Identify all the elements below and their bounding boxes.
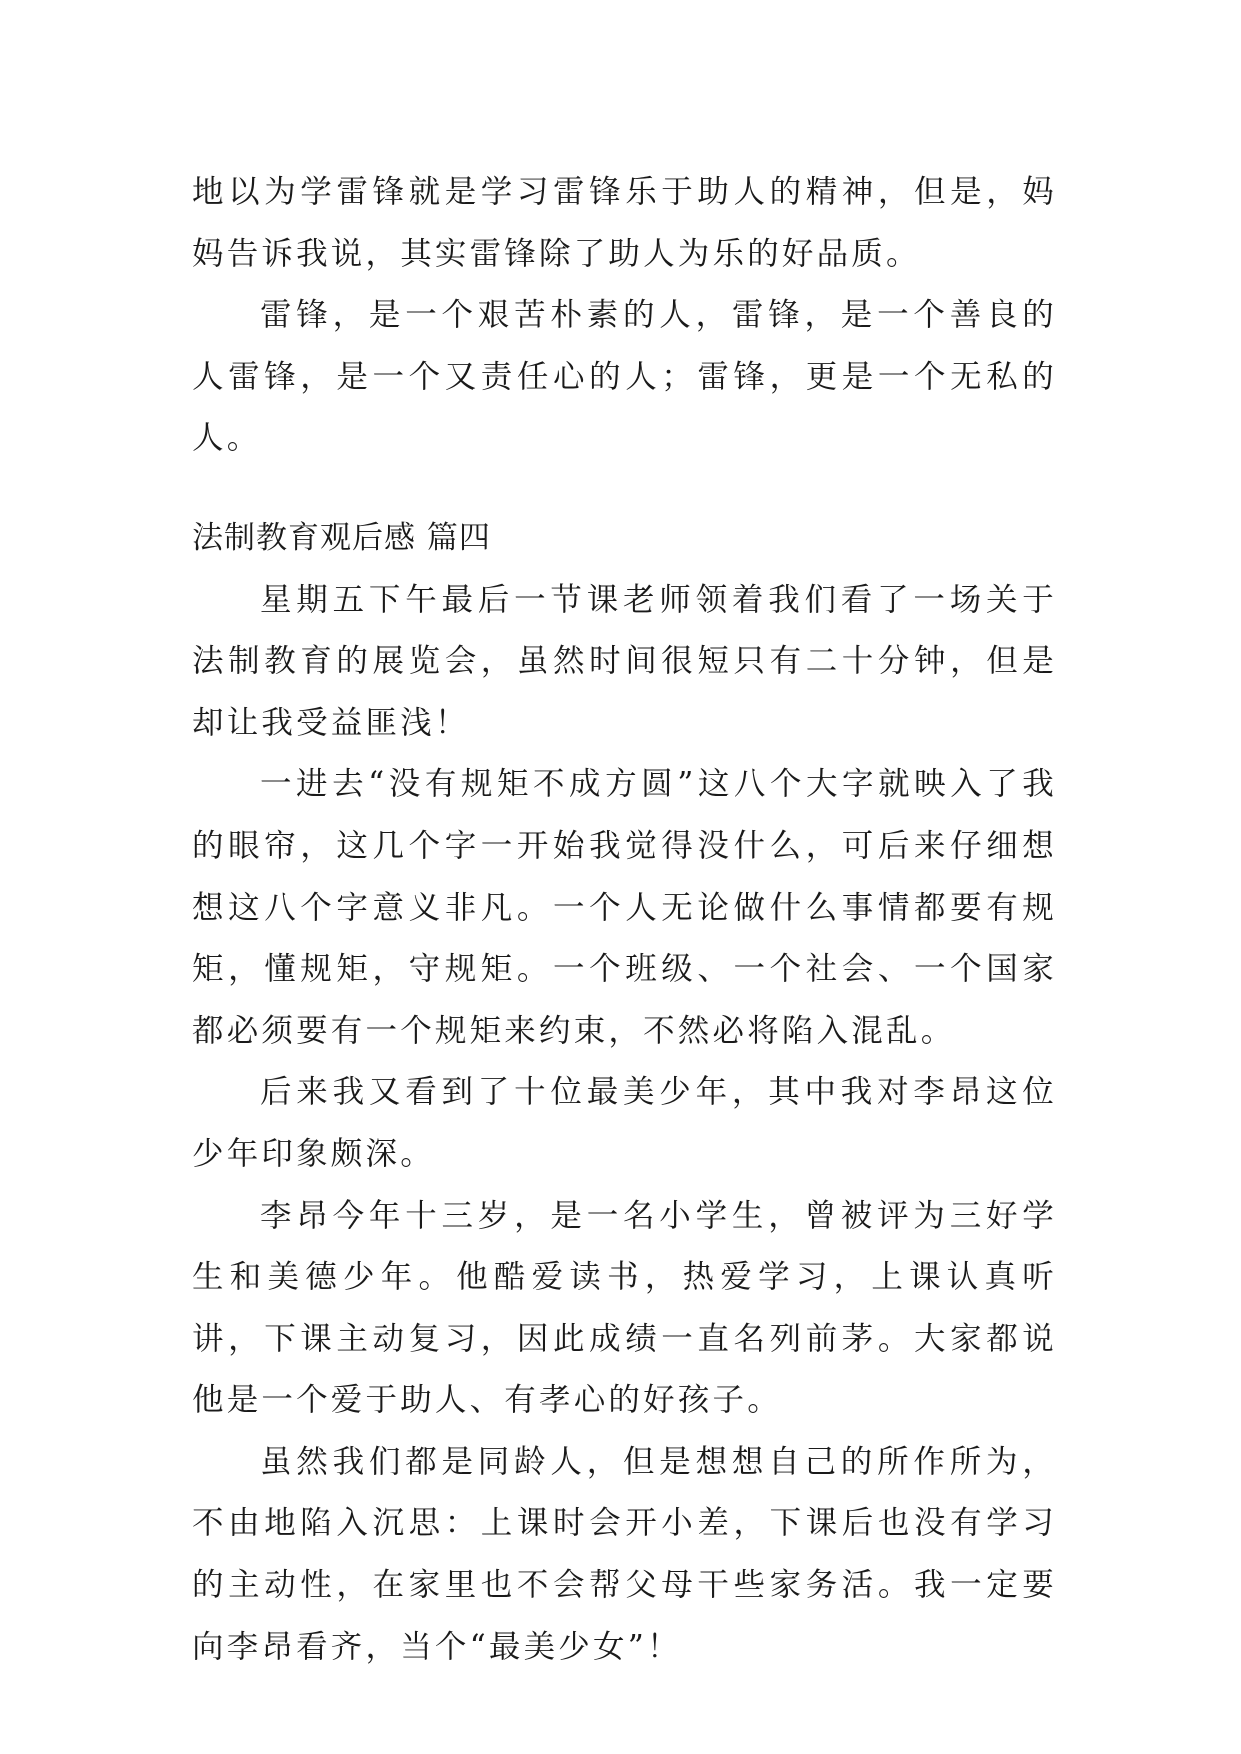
section-paragraph-5: 虽然我们都是同龄人，但是想想自己的所作所为，不由地陷入沉思：上课时会开小差，下课后也没有学习的主动性，在家里也不会帮父母干些家务活。我一定要向李昂看齐，当个“最美少女”！ <box>192 1443 1057 1665</box>
section-paragraph-4: 李昂今年十三岁，是一名小学生，曾被评为三好学生和美德少年。他酷爱读书，热爱学习，上课认真听讲，下课主动复习，因此成绩一直名列前茅。大家都说他是一个爱于助人、有孝心的好孩子。 <box>192 1197 1057 1419</box>
paragraph-top-2: 雷锋，是一个艰苦朴素的人，雷锋，是一个善良的人雷锋，是一个又责任心的人；雷锋，更是一个无私的人。 <box>192 297 1057 457</box>
section-heading: 法制教育观后感 篇四 <box>192 519 491 556</box>
section-paragraph-3: 后来我又看到了十位最美少年，其中我对李昂这位少年印象颇深。 <box>192 1074 1057 1172</box>
section-paragraph-2: 一进去“没有规矩不成方圆”这八个大字就映入了我的眼帘，这几个字一开始我觉得没什么，可后来仔细想想这八个字意义非凡。一个人无论做什么事情都要有规矩，懂规矩，守规矩。一个班级、一个社会、一个国家都必须要有一个规矩来约束，不然必将陷入混乱。 <box>192 766 1057 1049</box>
document-body <box>192 162 1057 1678</box>
section-paragraph-1: 星期五下午最后一节课老师领着我们看了一场关于法制教育的展览会，虽然时间很短只有二十分钟，但是却让我受益匪浅！ <box>192 581 1057 741</box>
paragraph-top-1: 地以为学雷锋就是学习雷锋乐于助人的精神，但是，妈妈告诉我说，其实雷锋除了助人为乐的好品质。 <box>192 174 1057 272</box>
